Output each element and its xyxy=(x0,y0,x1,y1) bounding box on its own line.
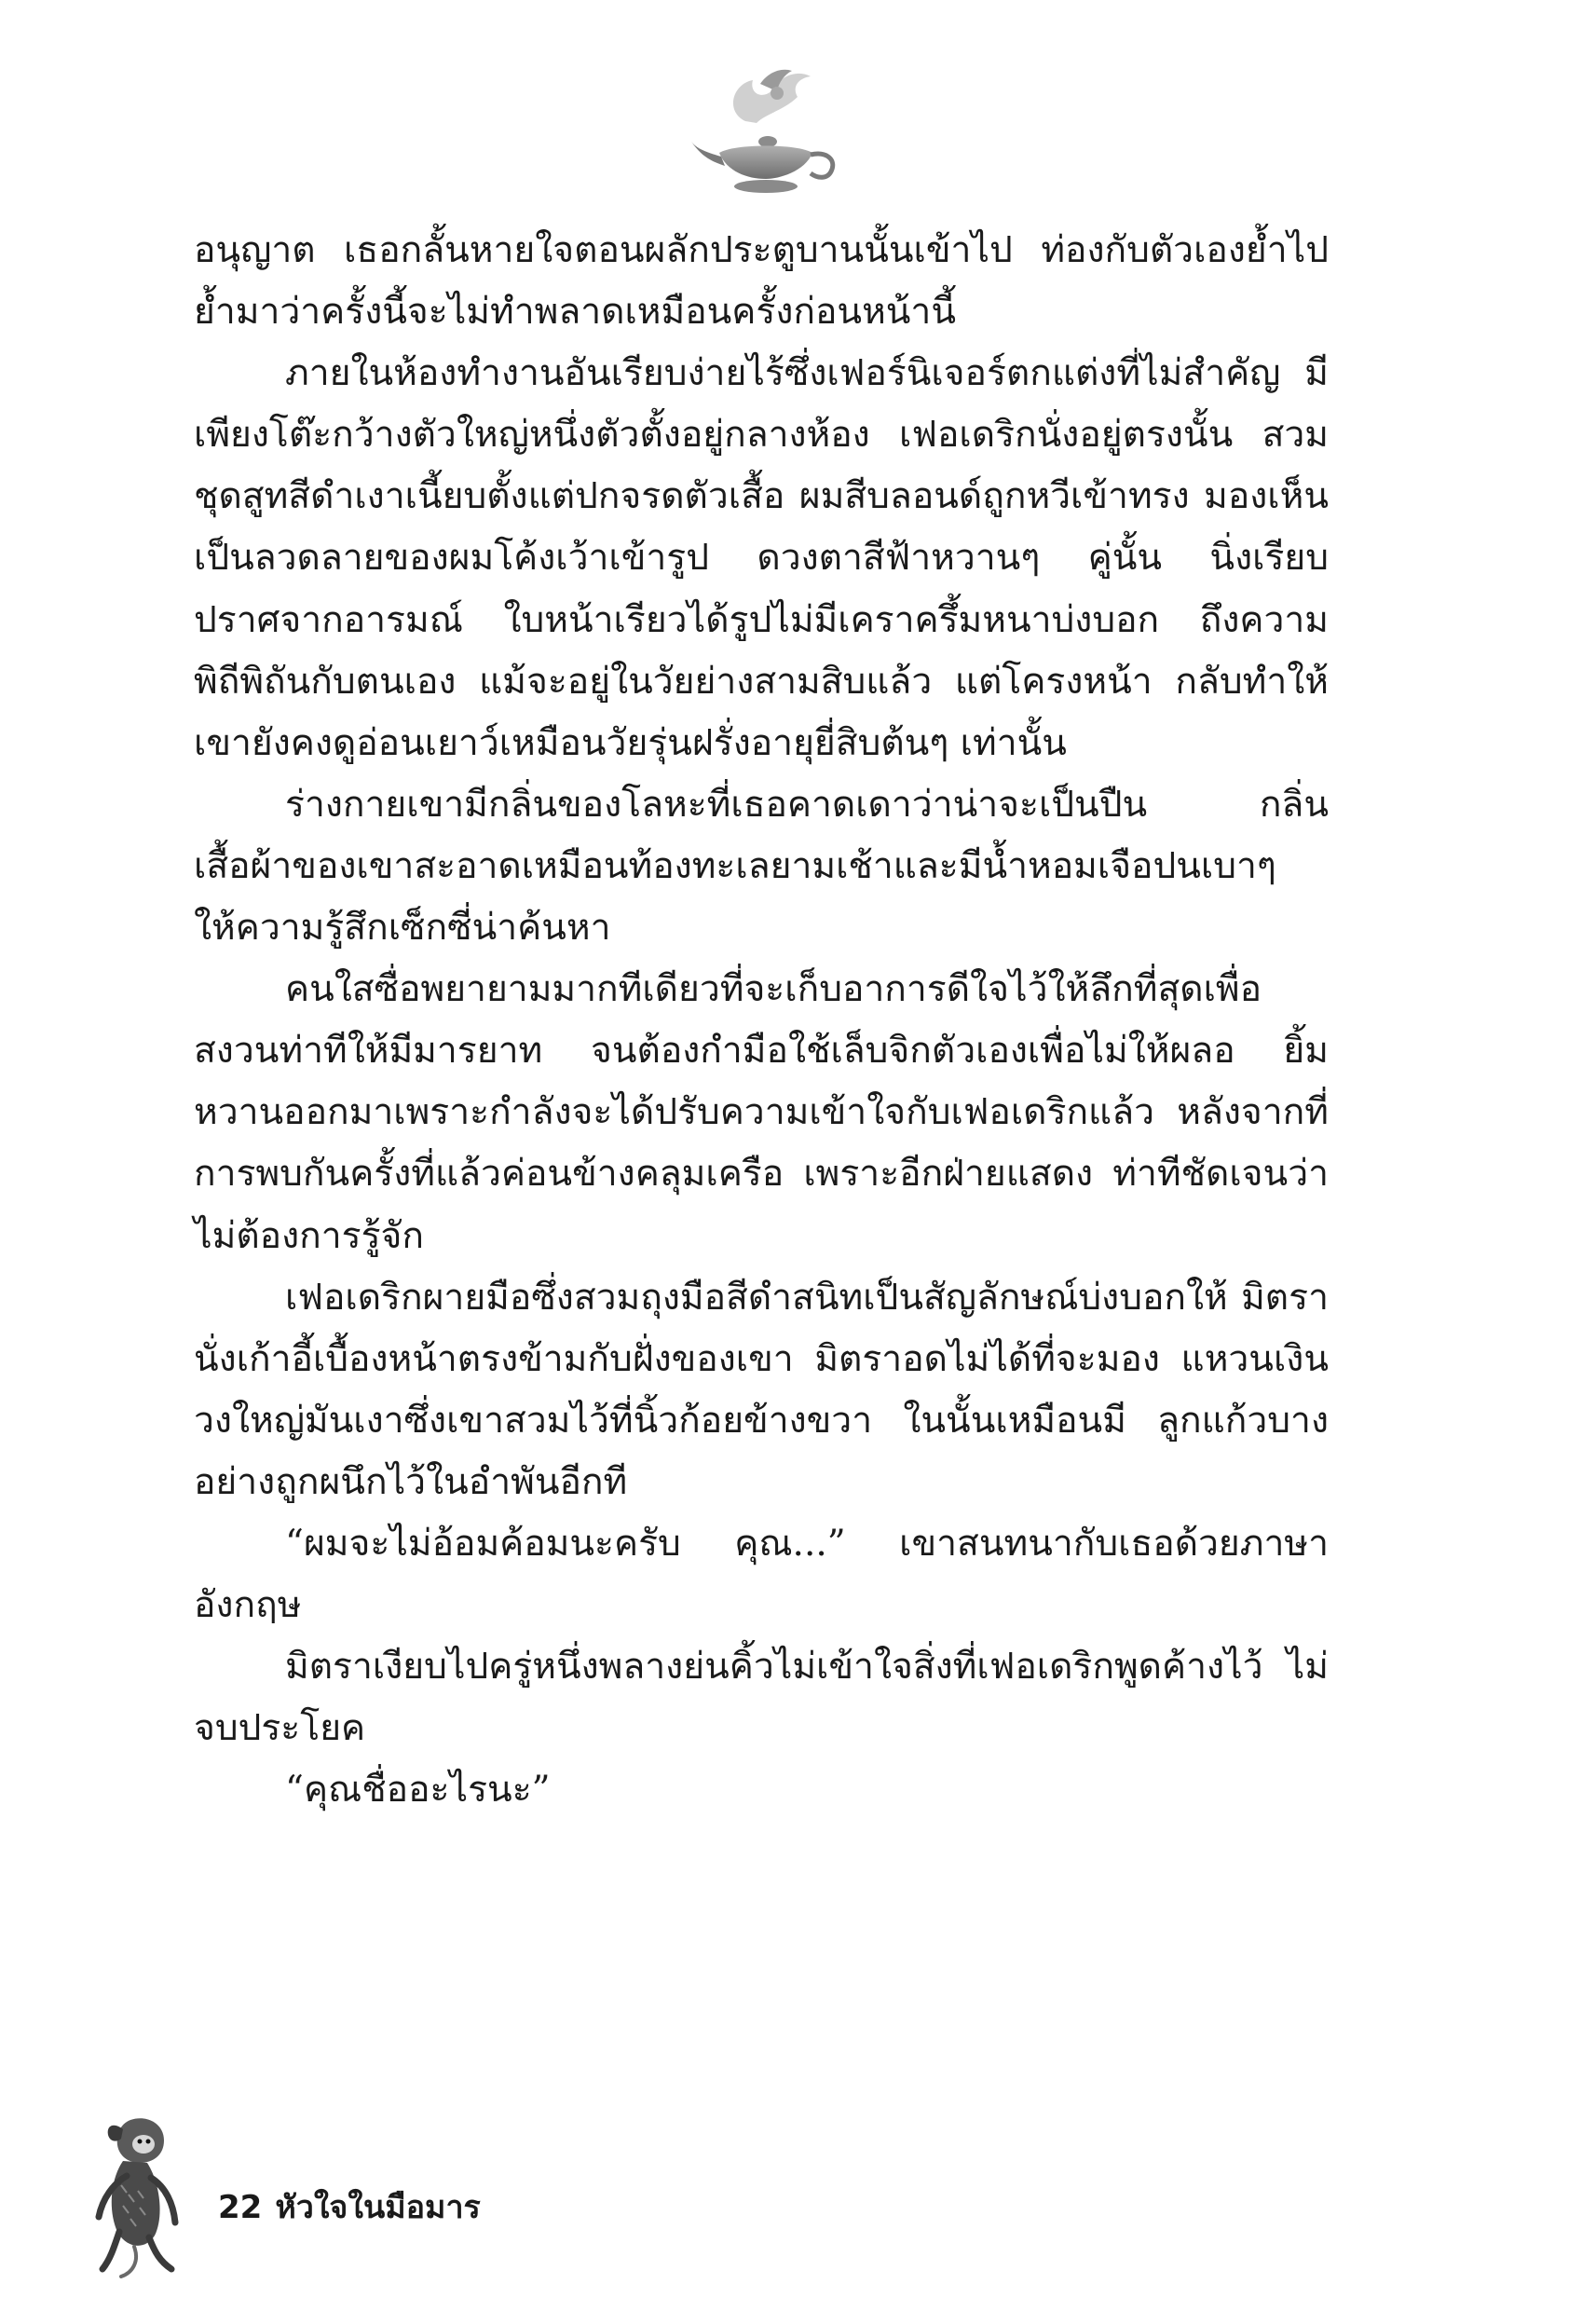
paragraph-3: ร่างกายเขามีกลิ่นของโลหะที่เธอคาดเดาว่าน่าจะเป็นปืน กลิ่น เสื้อผ้าของเขาสะอาดเหมือนท้องทะเลยามเช้าและมีน้ำหอมเจือปนเบาๆ ให้ความรู้สึกเซ็กซี่น่าค้นหา xyxy=(194,783,1329,950)
book-title: หัวใจในมือมาร xyxy=(275,2189,481,2226)
paragraph-8: “คุณชื่ออะไรนะ” xyxy=(285,1769,551,1812)
footer-text xyxy=(218,2181,494,2232)
page-number: 22 xyxy=(218,2189,263,2226)
body-text xyxy=(194,220,1329,1821)
paragraph-5: เฟอเดริกผายมือซึ่งสวมถุงมือสีดำสนิทเป็นสัญลักษณ์บ่งบอกให้ มิตรานั่งเก้าอี้เบื้องหน้าตรงข้ามกับฝั่งของเขา มิตราอดไม่ได้ที่จะมอง แหวนเงินวงใหญ่มันเงาซึ่งเขาสวมไว้ที่นิ้วก้อยข้างขวา ในนั้นเหมือนมี ลูกแก้วบางอย่างถูกผนึกไว้ในอำพันอีกที xyxy=(194,1276,1329,1503)
monkey-icon xyxy=(86,2101,188,2278)
paragraph-1: อนุญาต เธอกลั้นหายใจตอนผลักประตูบานนั้นเข้าไป ท่องกับตัวเองย้ำไปย้ำมาว่าครั้งนี้จะไม่ทำพลาดเหมือนครั้งก่อนหน้านี้ xyxy=(194,229,1329,334)
paragraph-4: คนใสซื่อพยายามมากทีเดียวที่จะเก็บอาการดีใจไว้ให้ลึกที่สุดเพื่อ สงวนท่าทีให้มีมารยาท จนต้องกำมือใช้เล็บจิกตัวเองเพื่อไม่ให้ผลอ ยิ้มหวานออกมาเพราะกำลังจะได้ปรับความเข้าใจกับเฟอเดริกแล้ว หลังจากที่การพบกันครั้งที่แล้วค่อนข้างคลุมเครือ เพราะอีกฝ่ายแสดง ท่าทีชัดเจนว่าไม่ต้องการรู้จัก xyxy=(194,968,1329,1257)
paragraph-7: มิตราเงียบไปครู่หนึ่งพลางย่นคิ้วไม่เข้าใจสิ่งที่เฟอเดริกพูดค้างไว้ ไม่จบประโยค xyxy=(194,1646,1329,1750)
paragraph-6: “ผมจะไม่อ้อมค้อมนะครับ คุณ...” เขาสนทนากับเธอด้วยภาษา อังกฤษ xyxy=(194,1522,1329,1627)
page-footer xyxy=(86,2101,738,2278)
paragraph-2: ภายในห้องทำงานอันเรียบง่ายไร้ซึ่งเฟอร์นิเจอร์ตกแต่งที่ไม่สำคัญ มีเพียงโต๊ะกว้างตัวใหญ่หนึ่งตัวตั้งอยู่กลางห้อง เฟอเดริกนั่งอยู่ตรงนั้น สวมชุดสูทสีดำเงาเนี้ยบตั้งแต่ปกจรดตัวเสื้อ ผมสีบลอนด์ถูกหวีเข้าทรง มองเห็นเป็นลวดลายของผมโค้งเว้าเข้ารูป ดวงตาสีฟ้าหวานๆ คู่นั้น นิ่งเรียบปราศจากอารมณ์ ใบหน้าเรียวได้รูปไม่มีเคราครึ้มหนาบ่งบอก ถึงความพิถีพิถันกับตนเอง แม้จะอยู่ในวัยย่างสามสิบแล้ว แต่โครงหน้า กลับทำให้เขายังคงดูอ่อนเยาว์เหมือนวัยรุ่นฝรั่งอายุยี่สิบต้นๆ เท่านั้น xyxy=(194,352,1329,764)
genie-lamp-icon xyxy=(688,56,846,205)
